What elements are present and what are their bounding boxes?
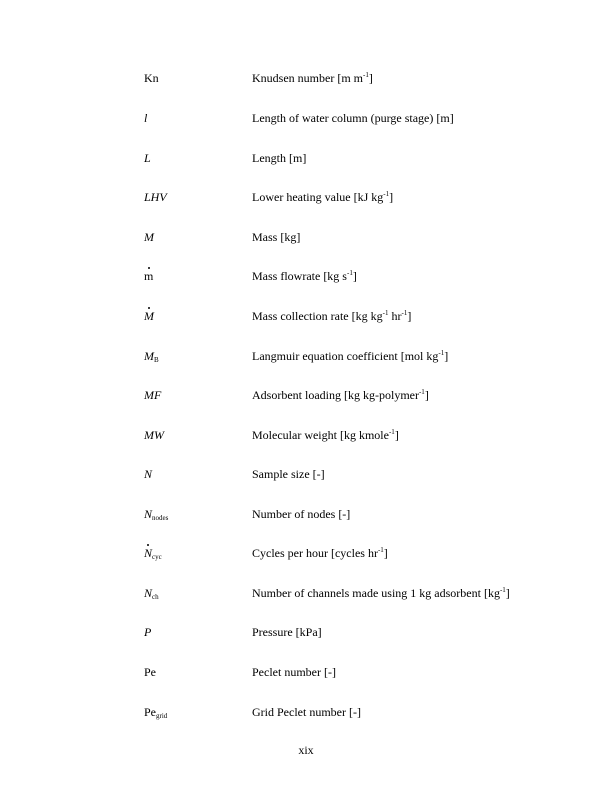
entry-M [144,227,564,247]
description: Knudsen number [m $m^{-1}$] [252,71,373,85]
symbol: $Pe_{grid}$ [144,705,168,720]
entry-Pegrid [144,702,564,722]
entry-Nnodes [144,504,564,524]
description: Number of nodes [-] [252,507,351,521]
symbol: M [144,230,154,244]
description: Grid Peclet number [-] [252,705,361,719]
entry-MB [144,346,564,366]
entry-P [144,622,564,642]
entry-Nch [144,583,564,603]
entry-lhv [144,187,564,207]
symbol: $N_{ch}$ [144,586,159,601]
symbol: MW [144,428,164,442]
description: Adsorbent loading [kg kg-polymer$^{-1}$] [252,388,429,402]
entry-MF [144,385,564,405]
symbol: M [144,306,154,326]
symbol: $N_{nodes}$ [144,507,169,522]
symbol: P [144,625,152,639]
entry-mdot [144,266,564,286]
description: Length [m] [252,151,307,165]
entry-L [144,148,564,168]
entry-kn [144,68,564,88]
entry-Pe [144,662,564,682]
description: Sample size [-] [252,467,325,481]
description: Length of water column (purge stage) [m] [252,111,454,125]
symbol: L [144,151,151,165]
description: Lower heating value [kJ $kg^{-1}$] [252,190,394,204]
description: Langmuir equation coefficient [mol $kg^{-1}$] [252,349,449,363]
symbol: $M_B$ [144,349,159,364]
entry-Ncyc [144,543,564,563]
description: Peclet number [-] [252,665,336,679]
description: Number of channels made using 1 kg adsorbent $[kg^{-1}]$ [252,586,510,600]
symbol: m [144,266,153,286]
description: Molecular weight [kg kmole$^{-1}$] [252,428,399,442]
entry-MW [144,425,564,445]
page-number: xix [298,743,314,757]
description: Mass flowrate [kg $s^{-1}$] [252,269,357,283]
description: Pressure [kPa] [252,625,322,639]
symbol: N [144,467,153,481]
description: Mass collection rate [kg $kg^{-1}$ $hr^{-1}$] [252,309,412,323]
symbol: $N_{cyc}$ [144,543,162,563]
description: Mass [kg] [252,230,301,244]
description: Cycles per hour [cycles $hr^{-1}$] [252,546,388,560]
entry-Mdot [144,306,564,326]
symbol: l [144,111,148,125]
entry-N [144,464,564,484]
symbol: Pe [144,665,156,679]
symbol: LHV [144,190,167,204]
symbol: Kn [144,71,159,85]
symbol: MF [144,388,162,402]
entry-l-small [144,108,564,128]
